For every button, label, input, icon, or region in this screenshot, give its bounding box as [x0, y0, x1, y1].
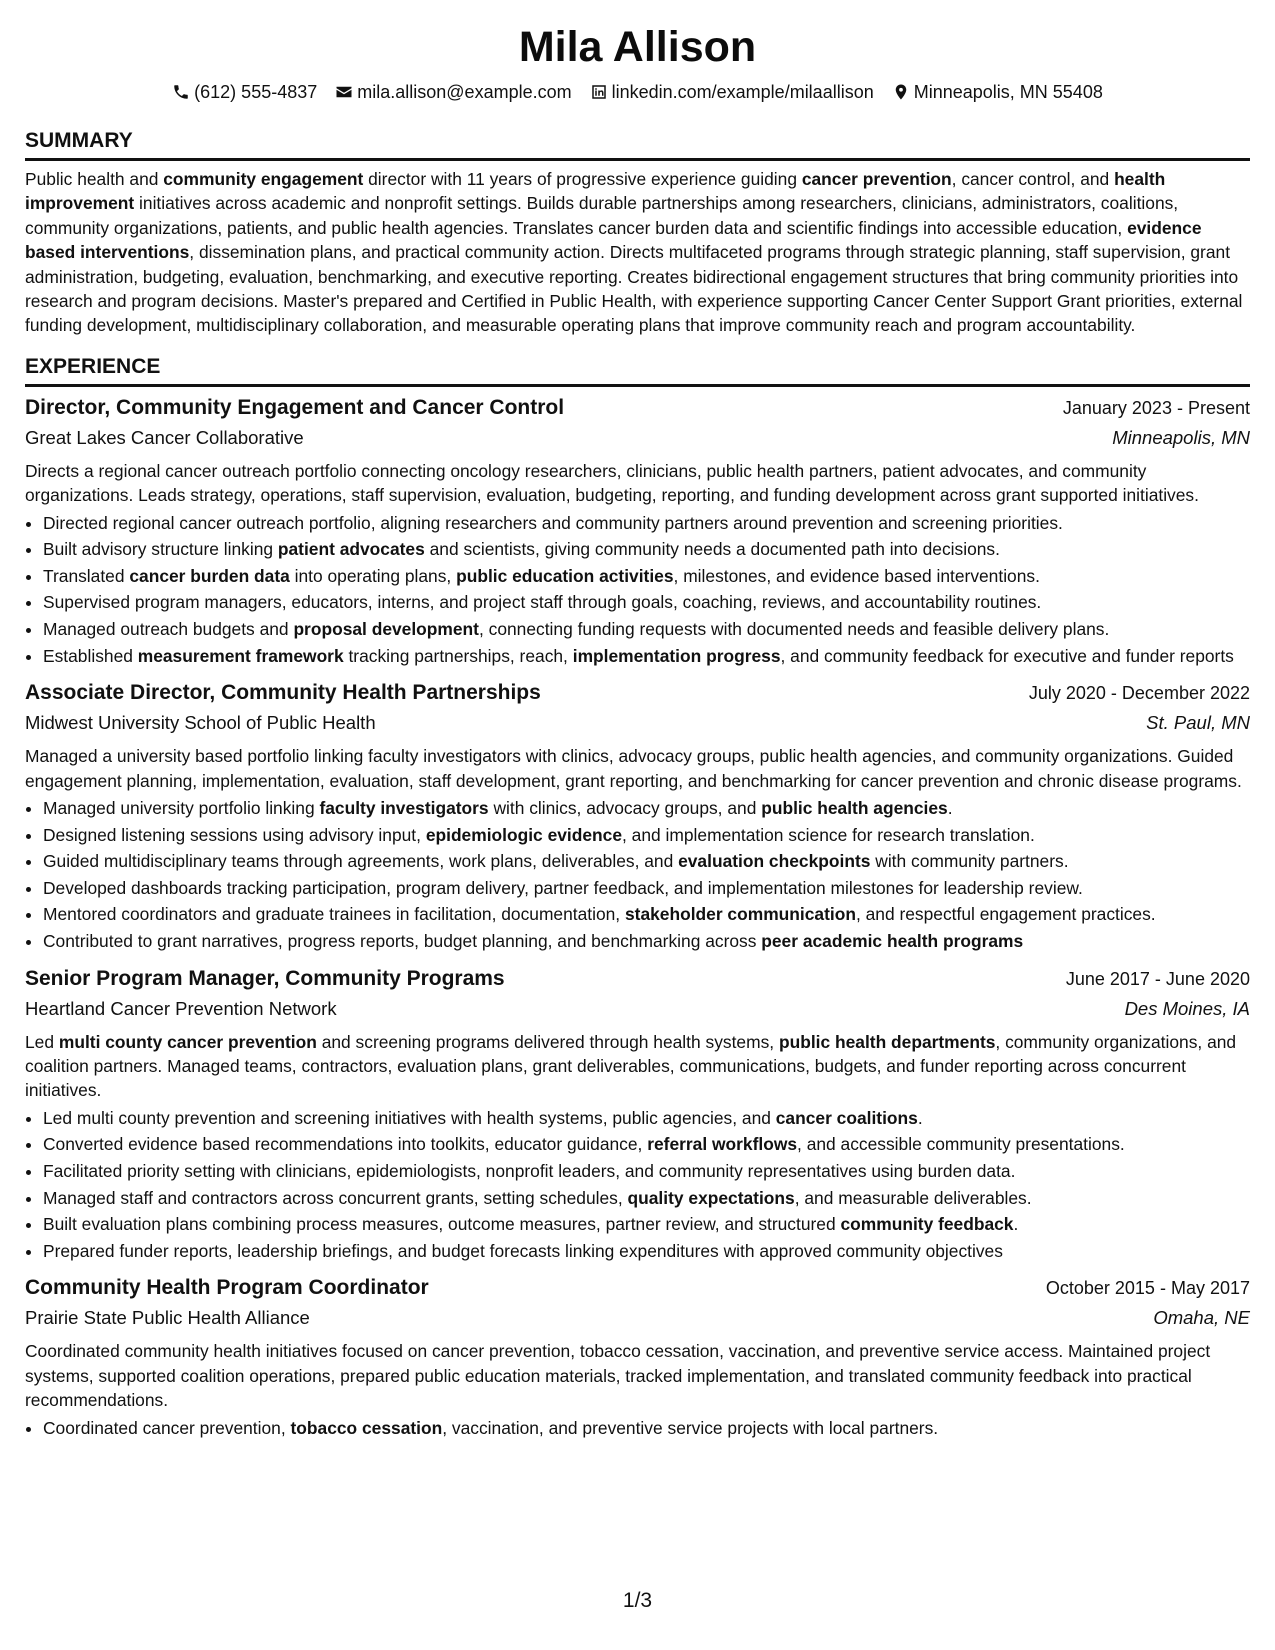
- bullet-item: [43, 1105, 1250, 1132]
- job-entry: [25, 678, 1250, 954]
- bullet-text: Facilitated priority setting with clinicians, epidemiologists, nonprofit leaders, and community representatives using burden data.: [43, 1161, 1016, 1181]
- job-description: [25, 1339, 1250, 1412]
- job-bullets: [25, 795, 1250, 955]
- bullet-text: Translated: [43, 565, 130, 586]
- experience-heading: EXPERIENCE: [25, 354, 1250, 387]
- linkedin-link[interactable]: linkedin.com/example/milaallison: [611, 82, 874, 102]
- job-bullets: [25, 510, 1250, 670]
- resume-page: [25, 0, 1250, 1650]
- bullet-text: with clinics, advocacy groups, and: [488, 798, 762, 819]
- paragraph-text: Public health and: [25, 169, 164, 189]
- job-header: [25, 1273, 1250, 1303]
- bullet-bold-text: implementation progress: [572, 645, 781, 666]
- bullet-text: , vaccination, and preventive service projects with local partners.: [442, 1417, 939, 1438]
- bullet-bold-text: stakeholder communication: [624, 904, 856, 925]
- paragraph-bold-text: cancer prevention: [801, 169, 952, 189]
- bullet-text: , and respectful engagement practices.: [855, 904, 1156, 925]
- bullet-text: .: [917, 1107, 923, 1128]
- bullet-item: [43, 928, 1250, 955]
- paragraph-bold-text: community engagement: [163, 169, 364, 189]
- bullet-text: Supervised program managers, educators, interns, and project staff through goals, coaching, reviews, and accountability routines.: [43, 592, 1042, 613]
- bullet-item: [43, 875, 1250, 902]
- job-title: Associate Director, Community Health Partnerships: [25, 681, 541, 705]
- candidate-name: Mila Allison: [518, 23, 757, 71]
- bullet-text: Built evaluation plans combining process measures, outcome measures, partner review, and structured: [43, 1214, 841, 1235]
- paragraph-bold-text: multi county cancer prevention: [58, 1031, 317, 1052]
- bullet-text: Directed regional cancer outreach portfolio, aligning researchers and community partners around prevention and screening priorities.: [43, 512, 1063, 533]
- paragraph-text: and screening programs delivered through health systems,: [316, 1031, 779, 1052]
- job-description: [25, 1030, 1250, 1103]
- bullet-text: , connecting funding requests with documented needs and feasible delivery plans.: [478, 619, 1110, 640]
- paragraph-text: Managed a university based portfolio linking faculty investigators with clinics, advocacy groups, public health agencies, and community organizations. Guided engagement planning, implementation, evaluation, staff development, grant reporting, and benchmarking for cancer prevention and chronic disease programs.: [25, 746, 1242, 791]
- job-header: [25, 393, 1250, 423]
- bullet-item: [43, 536, 1250, 563]
- bullet-bold-text: epidemiologic evidence: [425, 824, 623, 845]
- paragraph-text: Coordinated community health initiatives focused on cancer prevention, tobacco cessation, vaccination, and preventive service access. Maintained project systems, supported coalition operations, prepared public education materials, tracked implementation, and translated community feedback into practical recommendations.: [25, 1341, 1211, 1411]
- paragraph-text: Led: [25, 1031, 59, 1052]
- job-subheader: [25, 1303, 1250, 1333]
- job-dates: June 2017 - June 2020: [1065, 968, 1250, 989]
- bullet-text: .: [947, 798, 953, 819]
- bullet-bold-text: evaluation checkpoints: [678, 851, 871, 872]
- job-dates: January 2023 - Present: [1062, 397, 1250, 418]
- job-location: Omaha, NE: [1153, 1307, 1250, 1329]
- paragraph-text: , community organizations, and coalition partners. Managed teams, contractors, evaluation plans, grant deliverables, communications, budgets, and funder reporting across concurrent initiatives.: [25, 1031, 1237, 1101]
- job-description: [25, 744, 1250, 793]
- paragraph-bold-text: public health departments: [778, 1031, 996, 1052]
- bullet-text: Contributed to grant narratives, progress reports, budget planning, and benchmarking across: [43, 931, 762, 951]
- bullet-item: [43, 1211, 1250, 1238]
- bullet-bold-text: public education activities: [456, 565, 674, 586]
- job-dates: October 2015 - May 2017: [1045, 1278, 1250, 1299]
- bullet-text: Led multi county prevention and screening initiatives with health systems, public agencies, and: [43, 1107, 776, 1128]
- job-organization: Heartland Cancer Prevention Network: [25, 997, 337, 1019]
- email-link[interactable]: mila.allison@example.com: [357, 82, 572, 102]
- bullet-bold-text: cancer coalitions: [775, 1107, 918, 1128]
- bullet-bold-text: community feedback: [840, 1214, 1014, 1235]
- job-title: Director, Community Engagement and Cancer Control: [25, 395, 565, 419]
- bullet-text: , milestones, and evidence based interventions.: [673, 565, 1040, 586]
- job-title: Community Health Program Coordinator: [25, 1276, 429, 1300]
- bullet-text: , and accessible community presentations.: [797, 1134, 1125, 1155]
- contact-email[interactable]: [335, 80, 571, 104]
- bullet-text: Developed dashboards tracking participation, program delivery, partner feedback, and implementation milestones for leadership review.: [43, 877, 1083, 898]
- bullet-text: and scientists, giving community needs a documented path into decisions.: [424, 539, 1000, 560]
- bullet-item: [43, 1158, 1250, 1185]
- job-location: Des Moines, IA: [1124, 997, 1250, 1019]
- bullet-text: Converted evidence based recommendations into toolkits, educator guidance,: [43, 1134, 648, 1155]
- bullet-text: Coordinated cancer prevention,: [43, 1417, 291, 1438]
- bullet-bold-text: cancer burden data: [129, 565, 290, 586]
- bullet-text: Guided multidisciplinary teams through agreements, work plans, deliverables, and: [43, 851, 679, 872]
- phone-text: (612) 555-4837: [194, 82, 318, 102]
- job-organization: Great Lakes Cancer Collaborative: [25, 426, 304, 448]
- bullet-bold-text: peer academic health programs: [761, 931, 1024, 951]
- bullet-text: into operating plans,: [289, 565, 457, 586]
- bullet-item: [43, 795, 1250, 822]
- bullet-item: [43, 1131, 1250, 1158]
- bullet-text: .: [1013, 1214, 1019, 1235]
- summary-text: [25, 167, 1250, 338]
- paragraph-text: director with 11 years of progressive experience guiding: [363, 169, 802, 189]
- bullet-bold-text: public health agencies: [761, 798, 948, 819]
- bullet-text: Mentored coordinators and graduate trainees in facilitation, documentation,: [43, 904, 625, 925]
- job-entry: [25, 1273, 1250, 1441]
- bullet-text: Managed staff and contractors across concurrent grants, setting schedules,: [43, 1187, 628, 1208]
- bullet-text: Built advisory structure linking: [43, 539, 278, 560]
- bullet-bold-text: quality expectations: [627, 1187, 795, 1208]
- phone-icon: [172, 83, 190, 101]
- bullet-text: Designed listening sessions using advisory input,: [43, 824, 426, 845]
- bullet-item: [43, 563, 1250, 590]
- contact-bar: [25, 80, 1250, 104]
- job-bullets: [25, 1415, 1250, 1442]
- bullet-bold-text: faculty investigators: [319, 798, 489, 819]
- job-header: [25, 678, 1250, 708]
- job-title: Senior Program Manager, Community Programs: [25, 966, 505, 990]
- bullet-item: [43, 589, 1250, 616]
- contact-linkedin[interactable]: [590, 80, 874, 104]
- bullet-bold-text: measurement framework: [137, 645, 344, 666]
- bullet-item: [43, 510, 1250, 537]
- job-organization: Prairie State Public Health Alliance: [25, 1307, 310, 1329]
- bullet-bold-text: referral workflows: [647, 1134, 798, 1155]
- bullet-bold-text: proposal development: [293, 619, 479, 640]
- bullet-item: [43, 901, 1250, 928]
- location-text: Minneapolis, MN 55408: [913, 82, 1103, 102]
- job-bullets: [25, 1105, 1250, 1265]
- job-location: St. Paul, MN: [1146, 712, 1250, 734]
- summary-heading: SUMMARY: [25, 128, 1250, 161]
- linkedin-icon: [590, 83, 608, 101]
- bullet-item: [43, 822, 1250, 849]
- paragraph-text: , cancer control, and: [951, 169, 1115, 189]
- paragraph-text: Directs a regional cancer outreach portfolio connecting oncology researchers, clinicians, public health partners, patient advocates, and community organizations. Leads strategy, operations, staff supervision, evaluation, budgeting, reporting, and funding development across grant supported initiatives.: [25, 460, 1199, 506]
- page-number: 1/3: [622, 1589, 653, 1612]
- bullet-text: , and community feedback for executive and funder reports: [780, 645, 1234, 666]
- contact-phone: [172, 80, 317, 104]
- job-header: [25, 964, 1250, 994]
- bullet-item: [43, 1238, 1250, 1265]
- job-location: Minneapolis, MN: [1112, 426, 1250, 448]
- job-subheader: [25, 708, 1250, 738]
- job-subheader: [25, 423, 1250, 453]
- bullet-item: [43, 1185, 1250, 1212]
- bullet-text: Managed outreach budgets and: [43, 619, 294, 640]
- bullet-item: [43, 1415, 1250, 1442]
- job-entry: [25, 393, 1250, 669]
- paragraph-bold-text: evidence based interventions: [25, 217, 1202, 263]
- contact-location: [892, 80, 1103, 104]
- job-subheader: [25, 994, 1250, 1024]
- bullet-text: with community partners.: [870, 851, 1069, 872]
- bullet-item: [43, 848, 1250, 875]
- bullet-bold-text: tobacco cessation: [290, 1417, 443, 1438]
- envelope-icon: [335, 83, 353, 101]
- job-dates: July 2020 - December 2022: [1028, 683, 1250, 704]
- paragraph-text: initiatives across academic and nonprofit settings. Builds durable partnerships among researchers, clinicians, administrators, coalitions, community organizations, patients, and public health agencies. Translates cancer burden data and scientific findings into accessible education,: [25, 193, 1179, 238]
- bullet-text: , and implementation science for research translation.: [622, 824, 1035, 845]
- bullet-text: Established: [43, 645, 138, 666]
- bullet-text: , and measurable deliverables.: [794, 1187, 1032, 1208]
- bullet-text: Managed university portfolio linking: [43, 798, 320, 819]
- paragraph-bold-text: health improvement: [25, 169, 1166, 214]
- bullet-item: [43, 616, 1250, 643]
- job-entry: [25, 964, 1250, 1265]
- bullet-item: [43, 643, 1250, 670]
- job-description: [25, 459, 1250, 508]
- paragraph-text: , dissemination plans, and practical community action. Directs multifaceted programs through strategic planning, staff supervision, grant administration, budgeting, evaluation, benchmarking, and executive reporting. Creates bidirectional engagement structures that bring community priorities into research and program decisions. Master's prepared and Certified in Public Health, with experience supporting Cancer Center Support Grant priorities, external funding development, multidisciplinary collaboration, and measurable operating plans that improve community reach and program accountability.: [25, 242, 1243, 336]
- job-organization: Midwest University School of Public Health: [25, 712, 376, 734]
- map-marker-icon: [892, 83, 910, 101]
- bullet-bold-text: patient advocates: [277, 539, 425, 560]
- bullet-text: tracking partnerships, reach,: [343, 645, 573, 666]
- bullet-text: Prepared funder reports, leadership briefings, and budget forecasts linking expenditures with approved community objectives: [43, 1240, 1003, 1261]
